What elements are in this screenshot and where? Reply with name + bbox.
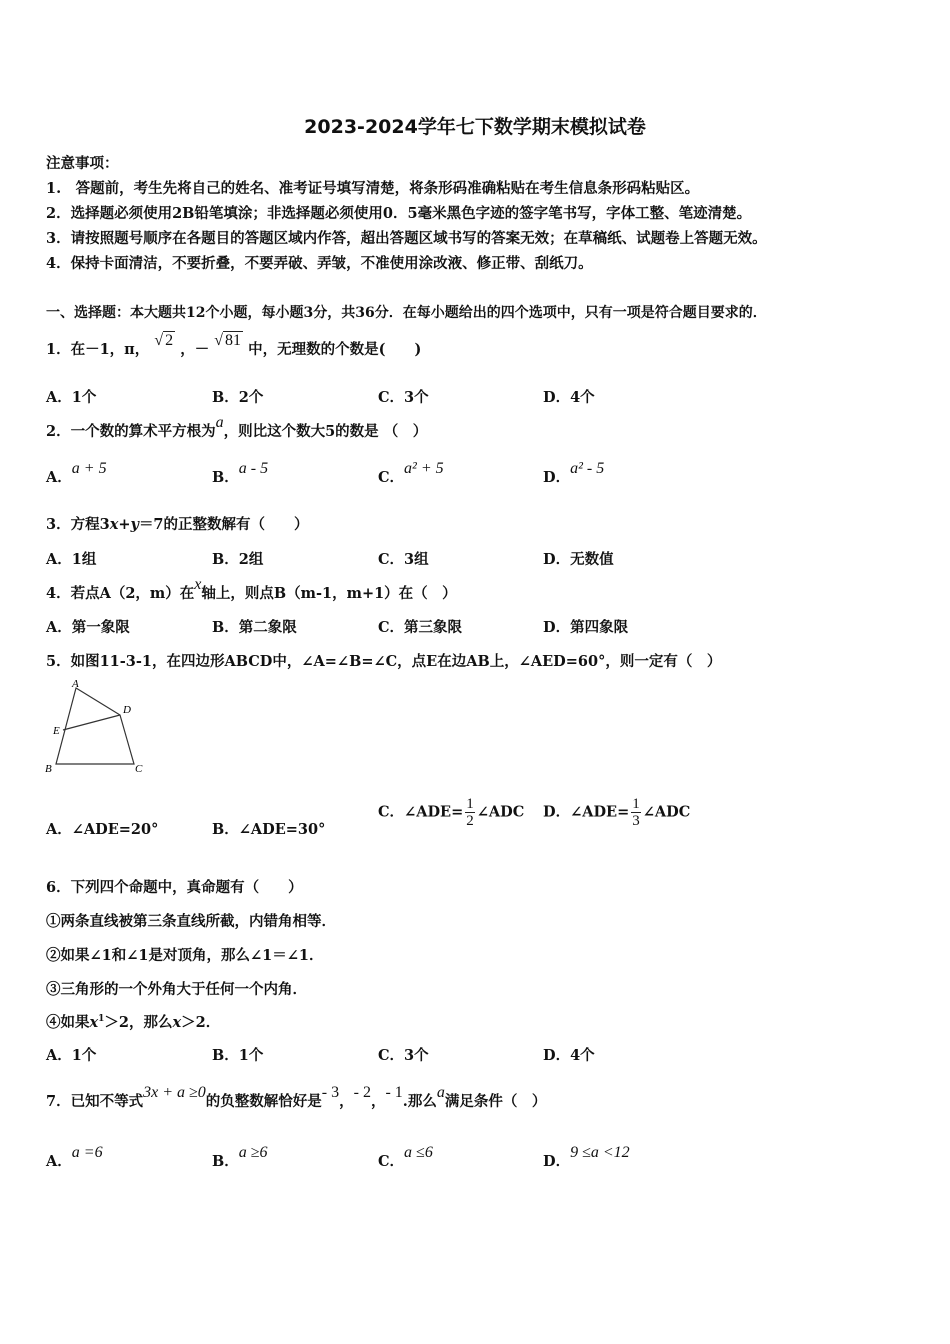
q2-label-c: C． <box>378 469 405 486</box>
label-d: D <box>123 704 131 716</box>
q3-pre: 3．方程3 <box>46 516 110 533</box>
q2-label-b: B． <box>212 469 239 486</box>
sqrt-81: √ 81 <box>214 332 242 349</box>
q2-pre: 2．一个数的算术平方根为 <box>46 423 216 440</box>
q6-p4-x: x <box>89 1014 99 1031</box>
q3-option-d[interactable]: D．无数值 <box>543 551 614 568</box>
q2-expr-c: a² + 5 <box>404 460 444 477</box>
q2-option-b[interactable] <box>212 460 269 487</box>
section-heading: 一、选择题：本大题共12个小题，每小题3分，共36分．在每小题给出的四个选项中，只有一项是符合题目要求的． <box>46 305 767 321</box>
q7-sep-1: ， <box>339 1093 354 1110</box>
q6-option-b[interactable]: B．1个 <box>212 1047 264 1064</box>
q1-mid: ，－ <box>180 341 210 358</box>
q6-proposition-4 <box>46 1011 220 1032</box>
q7-option-d[interactable] <box>543 1144 630 1171</box>
q5-option-d[interactable] <box>543 796 690 829</box>
q4-option-b[interactable]: B．第二象限 <box>212 619 297 636</box>
q1-option-c[interactable]: C．3个 <box>378 389 429 406</box>
q2-label-d: D． <box>543 469 571 486</box>
q2-option-d[interactable] <box>543 460 605 487</box>
notice-item-3: 3．请按照题号顺序在各题目的答题区域内作答，超出答题区域书写的答案无效；在草稿纸、试题卷上答题无效。 <box>46 230 767 247</box>
q7-inequality: 3x + a ≥0 <box>143 1084 206 1101</box>
segment-ed <box>63 715 120 730</box>
q3-option-b[interactable]: B．2组 <box>212 551 264 568</box>
q2-var: a <box>215 414 224 431</box>
q3-option-c[interactable]: C．3组 <box>378 551 429 568</box>
q7-expr-c: a ≤6 <box>404 1144 433 1161</box>
q7-post2: 满足条件（ ） <box>444 1093 547 1110</box>
q7-value-3: - 1 <box>385 1084 403 1101</box>
label-a: A <box>72 678 79 690</box>
q6-proposition-2: ②如果∠1和∠1是对顶角，那么∠1＝∠1． <box>46 947 324 964</box>
q1-post: 中，无理数的个数是( ) <box>248 341 422 358</box>
q6-p4-pre: ④如果 <box>46 1014 90 1031</box>
q3-post: ＝7的正整数解有（ ） <box>138 516 309 533</box>
q4-var: x <box>194 576 202 593</box>
q4-pre: 4．若点A（2，m）在 <box>46 585 195 602</box>
quadrilateral-abcd <box>56 688 134 764</box>
q7-var: a <box>436 1084 445 1101</box>
q1-option-a[interactable]: A．1个 <box>46 389 97 406</box>
q7-label-a: A． <box>46 1153 72 1170</box>
q6-option-d[interactable]: D．4个 <box>543 1047 595 1064</box>
q2-option-c[interactable] <box>378 460 444 487</box>
q7-label-b: B． <box>212 1153 239 1170</box>
q5-option-c[interactable] <box>378 796 524 829</box>
q6-proposition-1: ①两条直线被第三条直线所截，内错角相等． <box>46 913 336 930</box>
sqrt-2: √ 2 <box>154 332 174 349</box>
q4-option-a[interactable]: A．第一象限 <box>46 619 130 636</box>
q7-option-a[interactable] <box>46 1144 103 1171</box>
q7-expr-a: a =6 <box>71 1144 103 1161</box>
q2-expr-b: a - 5 <box>238 460 269 477</box>
q1-option-b[interactable]: B．2个 <box>212 389 264 406</box>
label-e: E <box>53 725 60 737</box>
q6-option-a[interactable]: A．1个 <box>46 1047 97 1064</box>
notice-item-1: 1. 答题前，考生先将自己的姓名、准考证号填写清楚，将条形码准确粘贴在考生信息条形码粘贴区。 <box>46 180 700 197</box>
q3-option-a[interactable]: A．1组 <box>46 551 97 568</box>
page-title: 2023-2024学年七下数学期末模拟试卷 <box>304 116 646 138</box>
label-c: C <box>135 763 143 775</box>
q5-option-a[interactable]: A．∠ADE=20° <box>46 821 159 838</box>
q6-p4-mid: ＞2，那么 <box>104 1014 173 1031</box>
q2-expr-a: a + 5 <box>71 460 107 477</box>
q7-label-c: C． <box>378 1153 405 1170</box>
q4-option-d[interactable]: D．第四象限 <box>543 619 629 636</box>
q7-value-1: - 3 <box>321 1084 340 1101</box>
q6-proposition-3: ③三角形的一个外角大于任何一个内角． <box>46 981 307 998</box>
notice-heading: 注意事项： <box>46 155 119 172</box>
label-b: B <box>45 763 52 775</box>
q6-p4-x2: x <box>172 1014 182 1031</box>
notice-item-4: 4．保持卡面清洁，不要折叠，不要弄破、弄皱，不准使用涂改液、修正带、刮纸刀。 <box>46 255 593 272</box>
q3-plus: + <box>118 516 131 533</box>
quadrilateral-figure <box>44 678 154 778</box>
q5-option-b[interactable]: B．∠ADE=30° <box>212 821 326 838</box>
q5-d-pre: D．∠ADE= <box>543 803 630 821</box>
q6-p4-post: ＞2． <box>181 1014 221 1031</box>
q2-post: ，则比这个数大5的数是 （ ） <box>223 423 428 440</box>
q7-sep-2: ， <box>370 1093 386 1110</box>
q7-expr-d: 9 ≤a <12 <box>570 1144 630 1161</box>
q5-d-post: ∠ADC <box>642 803 691 821</box>
question-3 <box>46 513 309 534</box>
q7-post1: .那么 <box>402 1093 437 1110</box>
q6-p4-exp: 1 <box>98 1014 105 1025</box>
fraction-one-third: $\frac{1}{3}$ <box>632 796 640 829</box>
q3-x: x <box>109 516 119 533</box>
q7-mid: 的负整数解恰好是 <box>205 1093 322 1110</box>
notice-item-2: 2．选择题必须使用2B铅笔填涂；非选择题必须使用0．5毫米黑色字迹的签字笔书写，字体工整、笔迹清楚。 <box>46 205 752 222</box>
fraction-one-half: $\frac{1}{2}$ <box>466 796 474 829</box>
question-5: 5．如图11-3-1，在四边形ABCD中，∠A=∠B=∠C，点E在边AB上，∠AED=60°，则一定有（ ） <box>46 653 722 670</box>
question-4 <box>46 576 457 603</box>
q7-label-d: D． <box>543 1153 571 1170</box>
question-7 <box>46 1084 547 1111</box>
q2-label-a: A． <box>46 469 72 486</box>
q7-expr-b: a ≥6 <box>238 1144 268 1161</box>
q2-expr-d: a² - 5 <box>570 460 605 477</box>
q7-option-c[interactable] <box>378 1144 433 1171</box>
q1-option-d[interactable]: D．4个 <box>543 389 595 406</box>
q5-c-post: ∠ADC <box>476 803 525 821</box>
q4-post: 轴上，则点B（m-1，m+1）在（ ） <box>201 585 457 602</box>
q7-value-2: - 2 <box>353 1084 371 1101</box>
question-6: 6．下列四个命题中，真命题有（ ） <box>46 879 303 896</box>
question-1 <box>46 332 422 359</box>
q3-y: y <box>130 516 139 533</box>
q4-option-c[interactable]: C．第三象限 <box>378 619 463 636</box>
q7-option-b[interactable] <box>212 1144 268 1171</box>
q6-option-c[interactable]: C．3个 <box>378 1047 429 1064</box>
question-2 <box>46 414 428 441</box>
q5-c-pre: C．∠ADE= <box>378 803 464 821</box>
q2-option-a[interactable] <box>46 460 107 487</box>
q7-pre: 7．已知不等式 <box>46 1093 144 1110</box>
q1-pre: 1．在－1，π， <box>46 341 150 358</box>
